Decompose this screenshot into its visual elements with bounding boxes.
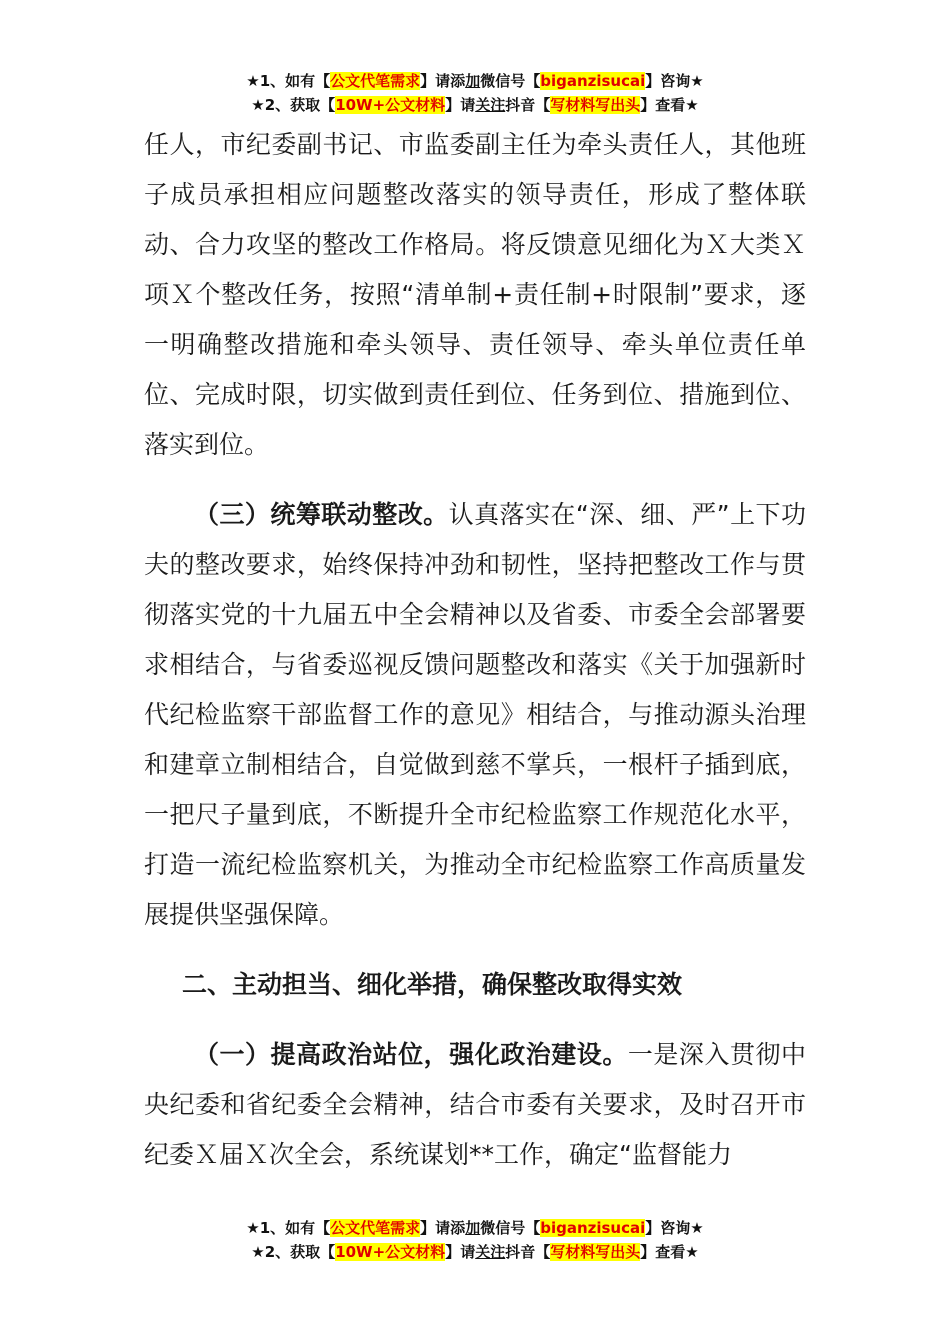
paragraph-3-lead: （一）提高政治站位，强化政治建设。 xyxy=(194,1040,628,1069)
footer-banner xyxy=(0,1216,950,1264)
banner-line-2: ★2、获取【10W+公文材料】请关注抖音【写材料写出头】查看★ xyxy=(251,96,699,114)
paragraph-1: 任人，市纪委副书记、市监委副主任为牵头责任人，其他班子成员承担相应问题整改落实的领导责任，形成了整体联动、合力攻坚的整改工作格局。将反馈意见细化为Ｘ大类Ｘ项Ｘ个整改任务，按照“清单制+责任制+时限制”要求，逐一明确整改措施和牵头领导、责任领导、牵头单位责任单位、完成时限，切实做到责任到位、任务到位、措施到位、落实到位。 xyxy=(144,130,806,459)
highlight-service: 公文代笔需求 xyxy=(330,72,421,90)
footer-line-2: ★2、获取【10W+公文材料】请关注抖音【写材料写出头】查看★ xyxy=(251,1243,699,1261)
footer-line-1: ★1、如有【公文代笔需求】请添加微信号【biganzisucai】咨询★ xyxy=(246,1219,704,1237)
paragraph-3: （一）提高政治站位，强化政治建设。一是深入贯彻中央纪委和省纪委全会精神，结合市委有关要求，及时召开市纪委Ｘ届Ｘ次全会，系统谋划**工作，确定“监督能力 xyxy=(144,1040,806,1169)
highlight-materials: 10W+公文材料 xyxy=(335,96,446,114)
document-body xyxy=(144,120,806,1180)
paragraph-2: （三）统筹联动整改。认真落实在“深、细、严”上下功夫的整改要求，始终保持冲劲和韧性，坚持把整改工作与贯彻落实党的十九届五中全会精神以及省委、市委全会部署要求相结合，与省委巡视反馈问题整改和落实《关于加强新时代纪检监察干部监督工作的意见》相结合，与推动源头治理和建章立制相结合，自觉做到慈不掌兵，一根杆子插到底，一把尺子量到底，不断提升全市纪检监察工作规范化水平，打造一流纪检监察机关，为推动全市纪检监察工作高质量发展提供坚强保障。 xyxy=(144,500,806,929)
highlight-wechat-id: biganzisucai xyxy=(540,72,646,90)
section-heading: 二、主动担当、细化举措，确保整改取得实效 xyxy=(182,970,683,999)
banner-line-1: ★1、如有【公文代笔需求】请添加微信号【biganzisucai】咨询★ xyxy=(246,72,704,90)
highlight-douyin: 写材料写出头 xyxy=(550,96,641,114)
header-banner xyxy=(0,69,950,117)
paragraph-2-lead: （三）统筹联动整改。 xyxy=(194,500,449,529)
